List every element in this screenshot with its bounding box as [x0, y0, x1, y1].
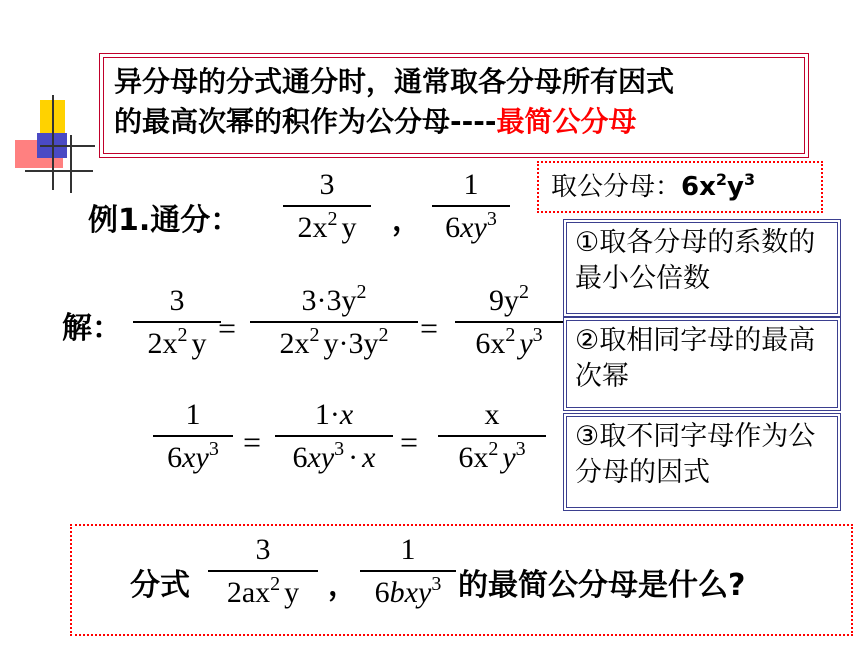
example-fraction-1-numerator: 3	[319, 168, 335, 201]
step-1-text: ①取各分母的系数的最小公倍数	[575, 227, 816, 294]
question-fraction-2: 1 6bxy$^3$	[360, 533, 456, 610]
step-2-text: ②取相同字母的最高次幂	[575, 325, 816, 392]
step-3-text: ③取不同字母作为公分母的因式	[575, 421, 816, 488]
question-comma: ，	[328, 568, 358, 603]
solution-row1-fraction-c: $9y^2$ $6x^2$ $y^3$	[455, 284, 563, 361]
common-denominator-label: 取公分母：	[551, 172, 682, 202]
example-fraction-1-denominator: $2x^2$ y	[297, 208, 357, 244]
equals-sign: =	[243, 424, 262, 460]
cd-exp2: 3	[743, 170, 756, 189]
rule-box	[103, 57, 805, 154]
solution-row1-fraction-b: $3\cdot 3y^2$ $2x^2$ $y\cdot 3y^2$	[250, 284, 418, 361]
cd-mid: y	[727, 172, 744, 202]
rule-line-2-text: 的最高次幂的积作为公分母----	[114, 105, 497, 138]
cd-base: 6x	[681, 172, 716, 202]
example-fraction-2-denominator: $6xy^3$	[445, 208, 497, 244]
common-denominator-expr	[681, 172, 755, 202]
example-label: 例1.通分：	[88, 203, 241, 238]
common-denominator-callout	[537, 161, 823, 213]
example-fraction-1	[283, 168, 371, 245]
simplest-common-denominator-highlight: 最简公分母	[496, 105, 637, 138]
example-fraction-2	[432, 168, 510, 245]
solution-row2-fraction-b: 1·x $6xy^3 \cdot x$	[275, 398, 393, 475]
equals-sign: =	[400, 424, 419, 460]
equals-sign: =	[420, 310, 439, 346]
cd-exp1: 2	[715, 170, 728, 189]
step-box-1	[566, 222, 838, 314]
example-fraction-2-numerator: 1	[463, 168, 479, 201]
solution-row2-fraction-c: x $6x^2$ $y^3$	[438, 398, 546, 475]
solution-row2-fraction-a: 1 $6xy^3$	[153, 398, 233, 475]
equals-sign: =	[218, 310, 237, 346]
corner-decoration	[15, 95, 95, 195]
question-fraction-1: 3 $2ax^2$ y	[208, 533, 318, 610]
question-suffix: 的最简公分母是什么?	[458, 568, 746, 603]
example-comma: ，	[392, 203, 422, 238]
step-box-3	[566, 416, 838, 508]
question-prefix: 分式	[130, 568, 190, 603]
solution-label: 解：	[62, 311, 122, 346]
solution-row1-fraction-a: 3 $2x^2$ y	[133, 284, 221, 361]
rule-line-1: 异分母的分式通分时，通常取各分母所有因式	[114, 65, 675, 98]
rule-line-2	[114, 102, 794, 142]
step-box-2	[566, 320, 838, 408]
